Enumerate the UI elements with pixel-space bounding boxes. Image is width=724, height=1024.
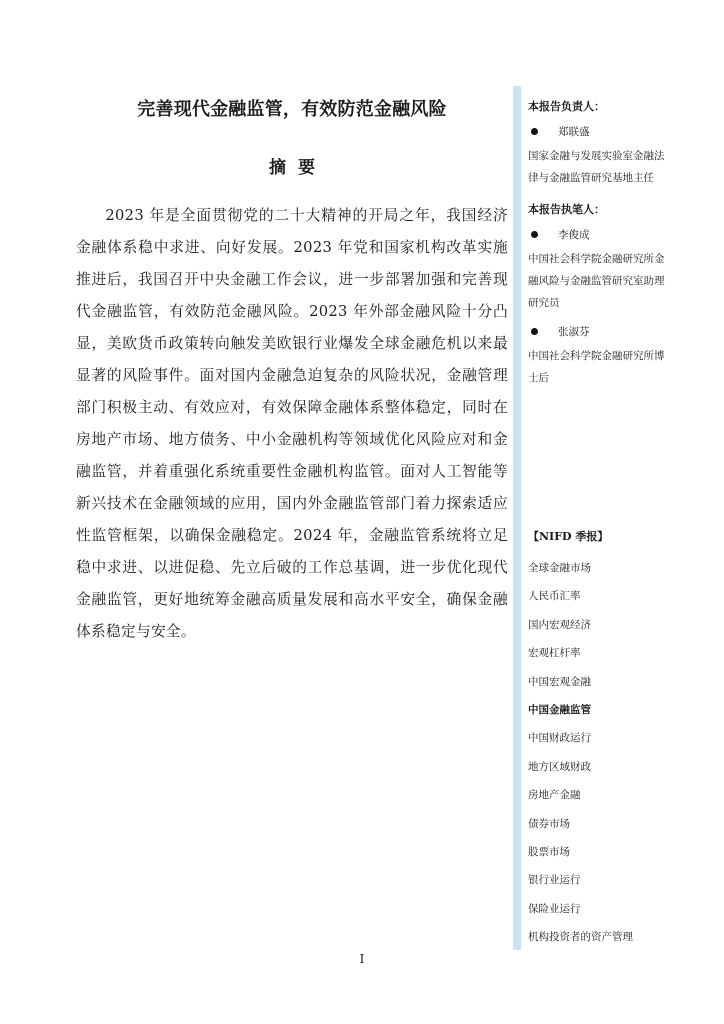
series-item: 人民币汇率: [528, 590, 581, 603]
series-item: 保险业运行: [528, 902, 581, 915]
lead-affiliation: 国家金融与发展实验室金融法律与金融监管研究基地主任: [528, 150, 665, 184]
bullet-icon: [531, 231, 538, 238]
page-number: I: [359, 952, 365, 966]
abstract-heading: 摘要: [269, 158, 327, 178]
series-item: 银行业运行: [528, 874, 581, 887]
bullet-icon: [531, 328, 538, 335]
main-content: [76, 95, 508, 648]
report-credits: [528, 98, 668, 389]
series-list-panel: [528, 528, 668, 951]
series-heading: 【NIFD 季报】: [528, 530, 609, 543]
author-person: [528, 324, 668, 339]
author-name: 李俊成: [558, 229, 590, 241]
series-item: 国内宏观经济: [528, 618, 591, 631]
series-item: 地方区域财政: [528, 760, 591, 773]
author-person: [528, 227, 668, 242]
series-list: [528, 554, 668, 951]
series-item: 中国宏观金融: [528, 675, 591, 688]
series-item: 宏观杠杆率: [528, 647, 581, 660]
report-title: 完善现代金融监管，有效防范金融风险: [137, 99, 447, 120]
sidebar-accent-bar: [513, 86, 521, 950]
series-item: 中国财政运行: [528, 732, 591, 745]
author-affiliation: 中国社会科学院金融研究所金融风险与金融监管研究室助理研究员: [528, 253, 665, 309]
author-affiliation: 中国社会科学院金融研究所博士后: [528, 350, 665, 384]
lead-heading: 本报告负责人：: [528, 100, 605, 113]
series-item: 债券市场: [528, 817, 570, 830]
lead-person: [528, 124, 668, 139]
series-item: 全球金融市场: [528, 562, 591, 574]
abstract-paragraph: 2023 年是全面贯彻党的二十大精神的开局之年，我国经济金融体系稳中求进、向好发展。2023 年党和国家机构改革实施推进后，我国召开中央金融工作会议，进一步部署加强和完善现代金融监管，有效防范金融风险。2023 年外部金融风险十分凸显，美欧货币政策转向触发美欧银行业爆发全球金融危机以来最显著的风险事件。面对国内金融急迫复杂的风险状况，金融管理部门积极主动、有效应对，有效保障金融体系整体稳定，同时在房地产市场、地方债务、中小金融机构等领域优化风险应对和金融监管，并着重强化系统重要性金融机构监管。面对人工智能等新兴技术在金融领域的应用，国内外金融监管部门着力探索适应性监管框架，以确保金融稳定。2024 年，金融监管系统将立足稳中求进、以进促稳、先立后破的工作总基调，进一步优化现代金融监管，更好地统筹金融高质量发展和高水平安全，确保金融体系稳定与安全。: [76, 207, 508, 640]
lead-name: 郑联盛: [558, 126, 590, 138]
series-item: 房地产金融: [528, 789, 581, 802]
series-item-active: 中国金融监管: [528, 703, 591, 716]
series-item: 机构投资者的资产管理: [528, 931, 633, 944]
authors-heading: 本报告执笔人：: [528, 203, 605, 216]
bullet-icon: [531, 128, 538, 135]
series-item: 股票市场: [528, 845, 570, 858]
author-name: 张淑芬: [558, 326, 590, 338]
